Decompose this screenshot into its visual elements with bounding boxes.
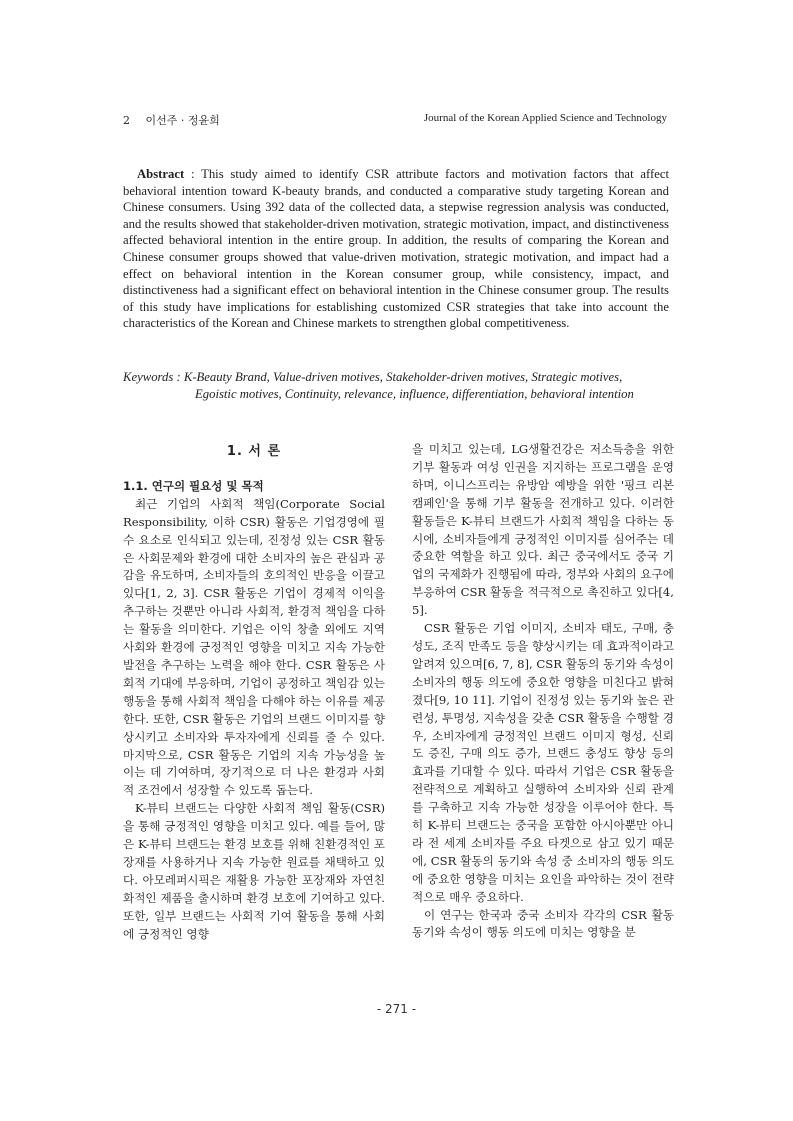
keywords-line-2: Egoistic motives, Continuity, relevance, influence, differentiation, behavioral intention xyxy=(195,386,634,401)
abstract-separator: : xyxy=(184,167,202,181)
keywords-separator: : xyxy=(173,370,184,384)
abstract-label: Abstract xyxy=(137,167,185,181)
keywords-label: Keywords xyxy=(123,370,174,384)
section-title: 1. 서 론 xyxy=(226,444,282,459)
keywords-block xyxy=(123,369,669,402)
running-header-journal: Journal of the Korean Applied Science and Technology xyxy=(423,112,667,124)
paragraph: K-뷰티 브랜드는 다양한 사회적 책임 활동(CSR)을 통해 긍정적인 영향을 미치고 있다. 예를 들어, 많은 K-뷰티 브랜드는 환경 보호를 위해 친환경적인 포장재를 사용하거나 지속 가능한 원료를 채택하고 있다. 아모레퍼시픽은 재활용 가능한 포장재와 자연친화적인 제품을 출시하며 환경 보호에 기여하고 있다. 또한, 일부 브랜드는 사회적 기여 활동을 통해 사회에 긍정적인 영향 xyxy=(123,801,385,941)
keywords-line-1: K-Beauty Brand, Value-driven motives, Stakeholder-driven motives, Strategic motives, xyxy=(183,370,623,384)
paragraph: 을 미치고 있는데, LG생활건강은 저소득층을 위한 기부 활동과 여성 인권을 지지하는 프로그램을 운영하며, 이니스프리는 유방암 예방을 위한 '핑크 리본 캠페인'을 통해 기부 활동을 전개하고 있다. 이러한 활동들은 K-뷰티 브랜드가 사회적 책임을 다하는 동시에, 소비자들에게 긍정적인 이미지를 심어주는 데 중요한 역할을 하고 있다. 최근 중국에서도 중국 기업의 국제화가 진행됨에 따라, 정부와 사회의 요구에 부응하여 CSR 활동을 적극적으로 촉진하고 있다[4, 5]. xyxy=(412,442,674,618)
subsection-title: 1.1. 연구의 필요성 및 목적 xyxy=(123,478,264,493)
right-column xyxy=(412,441,674,942)
header-page-number: 2 xyxy=(123,114,130,127)
running-header-left xyxy=(123,112,220,128)
paragraph: CSR 활동은 기업 이미지, 소비자 태도, 구매, 충성도, 조직 만족도 등을 향상시키는 데 효과적이라고 알려져 있으며[6, 7, 8], CSR 활동의 동기와 속성이 소비자의 행동 의도에 중요한 영향을 미친다고 밝혀졌다[9, 10 11]. 기업이 진정성 있는 동기와 높은 관련성, 투명성, 지속성을 갖춘 CSR 활동을 수행할 경우, 소비자에게 긍정적인 브랜드 이미지 형성, 신뢰도 증진, 구매 의도 증가, 브랜드 충성도 향상 등의 효과를 기대할 수 있다. 따라서 기업은 CSR 활동을 전략적으로 계획하고 실행하여 소비자와 신뢰 관계를 구축하고 지속 가능한 성장을 이루어야 한다. 특히 K-뷰티 브랜드는 중국을 포함한 아시아뿐만 아니라 전 세계 소비자를 주요 타겟으로 삼고 있기 때문에, CSR 활동의 동기와 속성 중 소비자의 행동 의도에 중요한 영향을 미치는 요인을 파악하는 것이 전략적으로 매우 중요하다. xyxy=(412,621,674,904)
page-number-footer: - 271 - xyxy=(376,1002,417,1016)
header-authors: 이선주 · 정윤희 xyxy=(145,114,220,127)
abstract-text: This study aimed to identify CSR attribute factors and motivation factors that affect behavioral intention toward K-beauty brands, and conducted a comparative study targeting Korean and Chinese consumers. Using 392 data of the collected data, a stepwise regression analysis was conducted, and the results showed that stakeholder-driven motivation, strategic motivation, impact, and distinctiveness affected behavioral intention in the entire group. In addition, the results of comparing the Korean and Chinese consumer groups showed that value-driven motivation, strategic motivation, and impact had a effect on behavioral intention in the Korean consumer group, while consistency, impact, and distinctiveness had a significant effect on behavioral intention in the Chinese consumer group. The results of this study have implications for establishing customized CSR strategies that take into account the characteristics of the Korean and Chinese markets to strengthen global competitiveness. xyxy=(123,167,670,331)
left-column xyxy=(123,443,385,943)
abstract-block xyxy=(123,166,669,332)
paragraph: 최근 기업의 사회적 책임(Corporate Social Responsibility, 이하 CSR) 활동은 기업경영에 필수 요소로 인식되고 있는데, 진정성 있는 CSR 활동은 사회문제와 환경에 대한 소비자의 높은 관심과 공감을 유도하며, 소비자들의 호의적인 반응을 이끌고 있다[1, 2, 3]. CSR 활동은 기업이 경제적 이익을 추구하는 것뿐만 아니라 사회적, 환경적 책임을 다하는 활동을 의미한다. 기업은 이익 창출 외에도 지역사회와 환경에 긍정적인 영향을 미치고 지속 가능한 발전을 추구하는 노력을 해야 한다. CSR 활동은 사회적 기대에 부응하며, 기업이 공정하고 책임감 있는 행동을 통해 사회적 책임을 다해야 하는 이유를 제공한다. 또한, CSR 활동은 기업의 브랜드 이미지를 향상시키고 소비자와 투자자에게 신뢰를 줄 수 있다. 마지막으로, CSR 활동은 기업의 지속 가능성을 높이는 데 기여하며, 장기적으로 더 나은 환경과 사회적 조건에서 성장할 수 있도록 돕는다. xyxy=(123,496,385,798)
paragraph: 이 연구는 한국과 중국 소비자 각각의 CSR 활동 동기와 속성이 행동 의도에 미치는 영향을 분 xyxy=(412,907,674,940)
